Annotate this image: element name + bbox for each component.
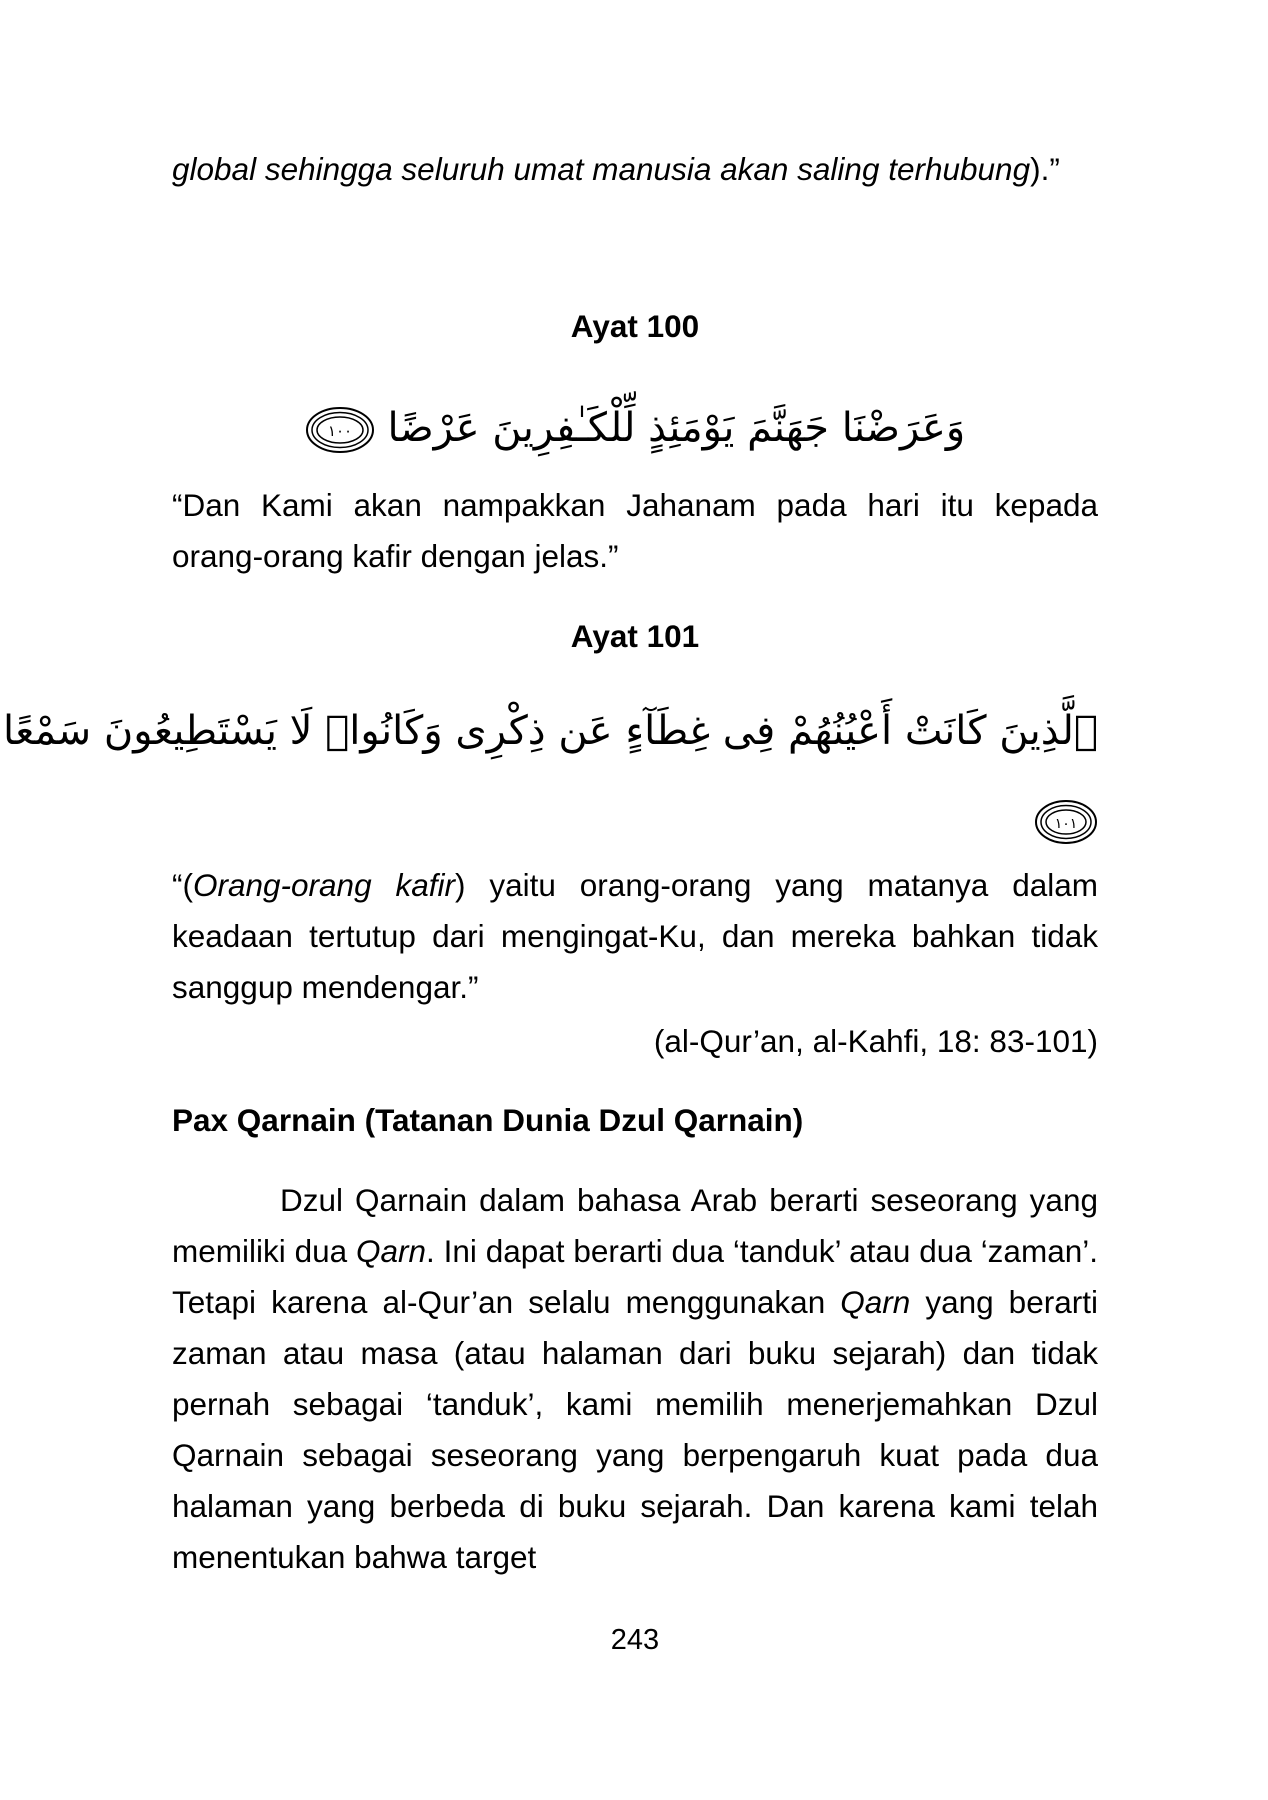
continuation-paragraph <box>172 144 1098 195</box>
quran-citation: (al-Qur’an, al-Kahfi, 18: 83-101) <box>653 1023 1098 1059</box>
qarn-italic: Qarn <box>355 1233 427 1269</box>
ayat-101-translation: “(Orang-orang kafir) yaitu orang-orang yang matanya dalam keadaan tertutup dari mengingat-Ku, dan mereka bahkan tidak sanggup mendengar.” <box>172 867 1098 1005</box>
ayat-100-number: ١٠٠ <box>327 422 352 440</box>
qarn-italic: Qarn <box>840 1284 911 1320</box>
ayah-end-marker-icon <box>1034 798 1098 846</box>
ayat-100-heading: Ayat 100 <box>570 308 700 344</box>
ayat-101-marker-wrap <box>1034 798 1098 851</box>
continuation-italic: global sehingga seluruh umat manusia akan saling terhubung <box>172 151 1031 187</box>
ayat-101-arabic: ٱلَّذِينَ كَانَتْ أَعْيُنُهُمْ فِى غِطَآءٍ عَن ذِكْرِى وَكَانُوا۟ لَا يَسْتَطِيعُونَ سَمْعًا <box>3 708 1098 754</box>
ayat-100-translation: “Dan Kami akan nampakkan Jahanam pada hari itu kepada orang-orang kafir dengan jelas.” <box>172 487 1098 574</box>
ayat-100-arabic-text: وَعَرَضْنَا جَهَنَّمَ يَوْمَئِذٍ لِّلْكَـٰفِرِينَ عَرْضًا <box>387 405 966 451</box>
section-heading: Pax Qarnain (Tatanan Dunia Dzul Qarnain) <box>172 1102 804 1138</box>
translation-italic: Orang-orang kafir <box>192 867 455 903</box>
ayat-101-heading: Ayat 101 <box>570 618 700 654</box>
book-page <box>3 0 1098 1800</box>
ayat-101-number: ١٠١ <box>1054 816 1078 832</box>
ayah-end-marker-icon <box>305 405 375 455</box>
ayat-100-arabic <box>172 393 1098 463</box>
continuation-tail: ).” <box>1030 151 1060 187</box>
body-paragraph: Dzul Qarnain dalam bahasa Arab berarti seseorang yang memiliki dua Qarn. Ini dapat berarti dua ‘tanduk’ atau dua ‘zaman’. Tetapi karena al-Qur’an selalu menggunakan Qarn yang berarti zaman atau masa (atau halaman dari buku sejarah) dan tidak pernah sebagai ‘tanduk’, kami memilih menerjemahkan Dzul Qarnain sebagai seseorang yang berpengaruh kuat pada dua halaman yang berbeda di buku sejarah. Dan karena kami telah menentukan bahwa target <box>172 1182 1098 1575</box>
page-number: 243 <box>610 1624 660 1656</box>
